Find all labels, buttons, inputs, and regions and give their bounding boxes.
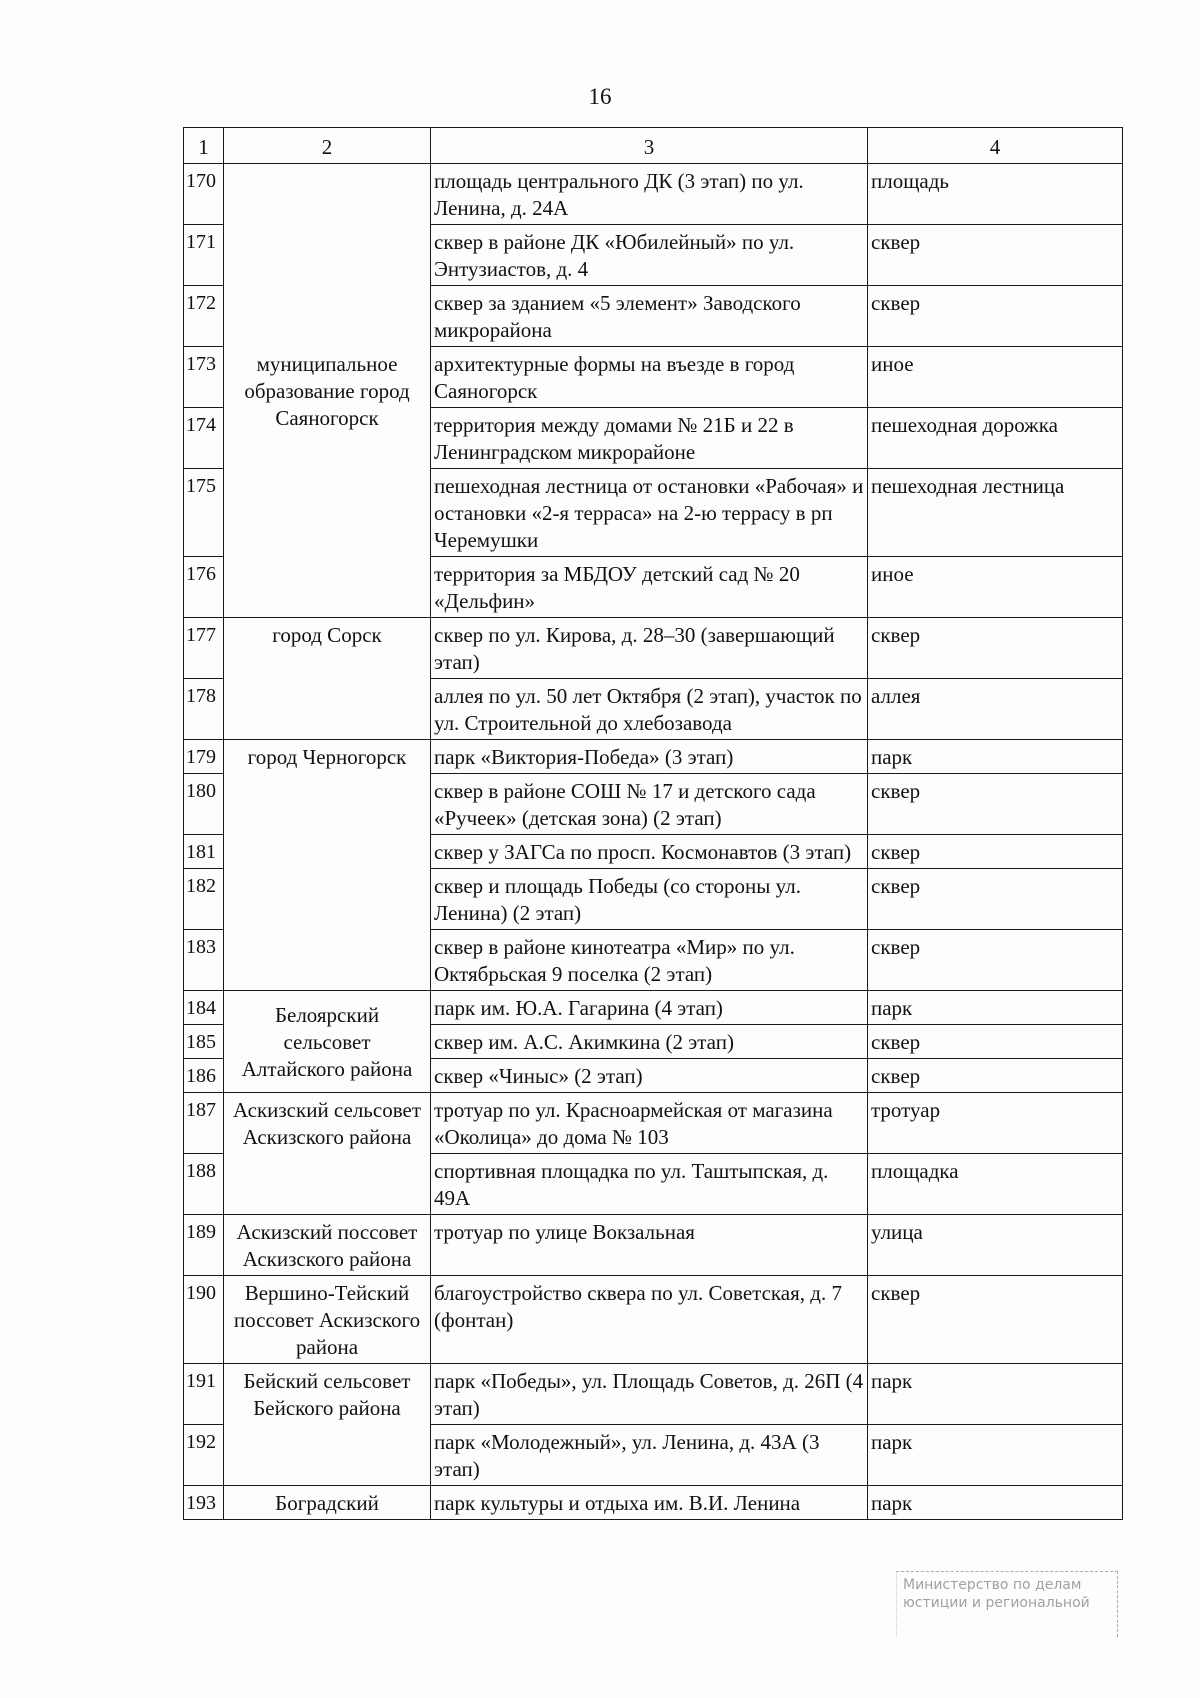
row-number: 191 — [184, 1364, 224, 1425]
type-cell: сквер — [868, 1025, 1123, 1059]
row-number: 176 — [184, 557, 224, 618]
object-cell: пешеходная лестница от остановки «Рабочая» и остановки «2-я терраса» на 2-ю террасу в рп Черемушки — [431, 469, 868, 557]
municipality-cell: город Сорск — [224, 618, 431, 740]
table-row — [184, 991, 1123, 1025]
object-cell: сквер «Чиныс» (2 этап) — [431, 1059, 868, 1093]
row-number: 188 — [184, 1154, 224, 1215]
registration-stamp — [896, 1571, 1118, 1637]
row-number: 183 — [184, 930, 224, 991]
table-row — [184, 740, 1123, 774]
row-number: 179 — [184, 740, 224, 774]
type-cell: тротуар — [868, 1093, 1123, 1154]
row-number: 177 — [184, 618, 224, 679]
object-cell: площадь центрального ДК (3 этап) по ул. Ленина, д. 24А — [431, 164, 868, 225]
column-header: 3 — [431, 128, 868, 164]
row-number: 186 — [184, 1059, 224, 1093]
type-cell: пешеходная лестница — [868, 469, 1123, 557]
type-cell: площадка — [868, 1154, 1123, 1215]
type-cell: парк — [868, 1364, 1123, 1425]
table-row — [184, 1093, 1123, 1154]
row-number: 180 — [184, 774, 224, 835]
row-number: 181 — [184, 835, 224, 869]
object-cell: сквер в районе СОШ № 17 и детского сада «Ручеек» (детская зона) (2 этап) — [431, 774, 868, 835]
object-cell: архитектурные формы на въезде в город Саяногорск — [431, 347, 868, 408]
type-cell: улица — [868, 1215, 1123, 1276]
row-number: 193 — [184, 1486, 224, 1520]
stamp-line: юстиции и региональной — [903, 1595, 1090, 1611]
type-cell: иное — [868, 557, 1123, 618]
type-cell: сквер — [868, 869, 1123, 930]
type-cell: сквер — [868, 618, 1123, 679]
row-number: 175 — [184, 469, 224, 557]
type-cell: пешеходная дорожка — [868, 408, 1123, 469]
municipality-cell — [224, 164, 431, 618]
table-row — [184, 618, 1123, 679]
municipality-name: муниципальное образование город Саяногорск — [244, 352, 410, 430]
object-cell: парк «Победы», ул. Площадь Советов, д. 26П (4 этап) — [431, 1364, 868, 1425]
object-cell: сквер у ЗАГСа по просп. Космонавтов (3 этап) — [431, 835, 868, 869]
type-cell: сквер — [868, 930, 1123, 991]
row-number: 170 — [184, 164, 224, 225]
type-cell: парк — [868, 991, 1123, 1025]
object-cell: сквер за зданием «5 элемент» Заводского микрорайона — [431, 286, 868, 347]
object-cell: территория между домами № 21Б и 22 в Ленинградском микрорайоне — [431, 408, 868, 469]
type-cell: аллея — [868, 679, 1123, 740]
object-cell: сквер в районе кинотеатра «Мир» по ул. Октябрьская 9 поселка (2 этап) — [431, 930, 868, 991]
object-cell: тротуар по ул. Красноармейская от магазина «Околица» до дома № 103 — [431, 1093, 868, 1154]
row-number: 174 — [184, 408, 224, 469]
row-number: 182 — [184, 869, 224, 930]
table-row — [184, 1486, 1123, 1520]
row-number: 190 — [184, 1276, 224, 1364]
municipality-cell: Вершино-Тейский поссовет Аскизского района — [224, 1276, 431, 1364]
municipality-cell: Бейский сельсовет Бейского района — [224, 1364, 431, 1486]
type-cell: сквер — [868, 225, 1123, 286]
type-cell: сквер — [868, 1059, 1123, 1093]
type-cell: парк — [868, 1425, 1123, 1486]
object-cell: аллея по ул. 50 лет Октября (2 этап), участок по ул. Строительной до хлебозавода — [431, 679, 868, 740]
municipality-cell: Аскизский сельсовет Аскизского района — [224, 1093, 431, 1215]
type-cell: сквер — [868, 1276, 1123, 1364]
object-cell: территория за МБДОУ детский сад № 20 «Дельфин» — [431, 557, 868, 618]
row-number: 189 — [184, 1215, 224, 1276]
row-number: 187 — [184, 1093, 224, 1154]
type-cell: парк — [868, 1486, 1123, 1520]
column-header: 4 — [868, 128, 1123, 164]
object-cell: парк им. Ю.А. Гагарина (4 этап) — [431, 991, 868, 1025]
table-row — [184, 1276, 1123, 1364]
object-cell: спортивная площадка по ул. Таштыпская, д. 49А — [431, 1154, 868, 1215]
stamp-line: Министерство по делам — [903, 1577, 1082, 1593]
row-number: 171 — [184, 225, 224, 286]
type-cell: сквер — [868, 286, 1123, 347]
object-cell: благоустройство сквера по ул. Советская, д. 7 (фонтан) — [431, 1276, 868, 1364]
row-number: 184 — [184, 991, 224, 1025]
objects-table — [183, 127, 1123, 1520]
object-cell: парк культуры и отдыха им. В.И. Ленина — [431, 1486, 868, 1520]
type-cell: парк — [868, 740, 1123, 774]
row-number: 172 — [184, 286, 224, 347]
municipality-cell: Аскизский поссовет Аскизского района — [224, 1215, 431, 1276]
table-header-row — [184, 128, 1123, 164]
column-header: 1 — [184, 128, 224, 164]
table-row — [184, 1364, 1123, 1425]
object-cell: сквер и площадь Победы (со стороны ул. Ленина) (2 этап) — [431, 869, 868, 930]
municipality-cell — [224, 991, 431, 1093]
object-cell: тротуар по улице Вокзальная — [431, 1215, 868, 1276]
object-cell: парк «Виктория-Победа» (3 этап) — [431, 740, 868, 774]
row-number: 185 — [184, 1025, 224, 1059]
row-number: 173 — [184, 347, 224, 408]
municipality-cell: Боградский — [224, 1486, 431, 1520]
object-cell: сквер в районе ДК «Юбилейный» по ул. Энтузиастов, д. 4 — [431, 225, 868, 286]
object-cell: сквер по ул. Кирова, д. 28–30 (завершающий этап) — [431, 618, 868, 679]
page-number: 16 — [588, 84, 612, 109]
type-cell: сквер — [868, 774, 1123, 835]
table-row — [184, 164, 1123, 225]
table-row — [184, 1215, 1123, 1276]
row-number: 192 — [184, 1425, 224, 1486]
row-number: 178 — [184, 679, 224, 740]
type-cell: иное — [868, 347, 1123, 408]
type-cell: площадь — [868, 164, 1123, 225]
type-cell: сквер — [868, 835, 1123, 869]
object-cell: сквер им. А.С. Акимкина (2 этап) — [431, 1025, 868, 1059]
column-header: 2 — [224, 128, 431, 164]
object-cell: парк «Молодежный», ул. Ленина, д. 43А (3 этап) — [431, 1425, 868, 1486]
municipality-cell: город Черногорск — [224, 740, 431, 991]
municipality-name: Белоярский сельсовет Алтайского района — [241, 1003, 413, 1081]
